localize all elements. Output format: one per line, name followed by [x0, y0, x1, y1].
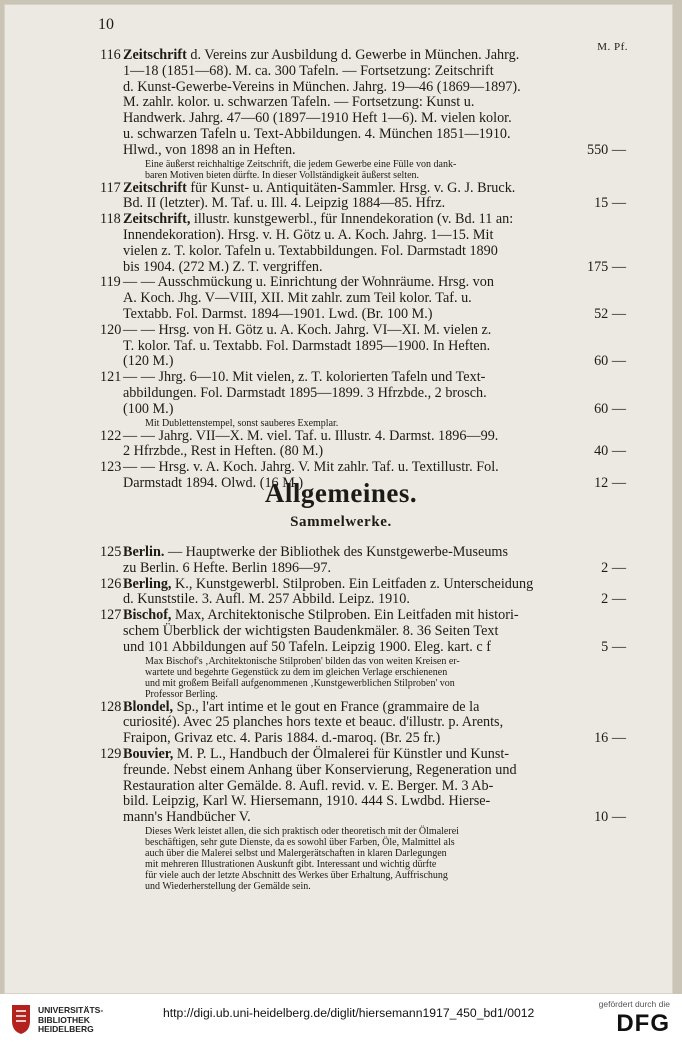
entry-price: 52 — [594, 305, 626, 322]
entry-note: Dieses Werk leistet allen, die sich praktisch oder theoretisch mit der Ölmalerei [145, 825, 459, 837]
entry-text-line: M. zahlr. kolor. u. schwarzen Tafeln. — Fortsetzung: Kunst u. [123, 94, 475, 111]
entry-text-line: abbildungen. Fol. Darmstadt 1895—1899. 3 Hfrzbde., 2 brosch. [123, 384, 487, 401]
entry-text-line: — — Hrsg. v. A. Koch. Jahrg. V. Mit zahlr. Taf. u. Textillustr. Fol. [123, 459, 499, 476]
entry-text-line: 2 Hfrzbde., Rest in Heften. (80 M.) 40 — [123, 443, 626, 460]
entry-price: 60 — [594, 400, 626, 417]
entry-text-line: Bd. II (letzter). M. Taf. u. Ill. 4. Leipzig 1884—85. Hfrz. 15 — [123, 195, 626, 212]
entry-text-line: Blondel, Sp., l'art intime et le gout en France (grammaire de la [123, 698, 480, 715]
entry-number: 125 [100, 544, 122, 560]
entry-price: 5 — [601, 638, 626, 655]
catalog-entry [100, 321, 626, 370]
entry-text-line: freunde. Nebst einem Anhang über Konservierung, Regeneration und [123, 761, 517, 778]
catalog-entry [100, 179, 626, 213]
entry-note: und mit großem Beifall aufgenommenen ‚Kunstgewerblichen Stilproben' von [145, 677, 455, 689]
entry-price: 2 — [601, 591, 626, 608]
entry-text-line: bis 1904. (272 M.) Z. T. vergriffen. 175 — [123, 258, 626, 275]
entry-number: 119 [100, 274, 121, 291]
entry-text-line: Bouvier, M. P. L., Handbuch der Ölmalerei für Künstler und Kunst- [123, 746, 510, 762]
library-name-line: BIBLIOTHEK [38, 1014, 90, 1025]
library-name [38, 1006, 103, 1035]
catalog-entry [100, 211, 626, 275]
entry-text-line: vielen z. T. kolor. Tafeln u. Textabbildungen. Fol. Darmstadt 1890 [123, 242, 498, 259]
entry-number: 126 [100, 575, 122, 592]
entry-text-line: Restauration alter Gemälde. 8. Aufl. revid. v. E. Berger. M. 3 Ab- [123, 777, 494, 794]
entry-text-line: (120 M.) 60 — [123, 353, 626, 370]
library-logo-icon [10, 1003, 32, 1035]
section-title: Allgemeines. [264, 478, 418, 508]
entry-note: für viele auch der letzte Abschnitt des Werkes über Erhaltung, Auffrischung [145, 869, 448, 881]
entry-text-line: Fraipon, Grivaz etc. 4. Paris 1884. d.-maroq. (Br. 25 fr.) 16 — [123, 730, 626, 747]
entry-price: 550 — [586, 141, 626, 158]
library-name-line: UNIVERSITÄTS- [38, 1005, 104, 1015]
entry-text-line: Textabb. Fol. Darmst. 1894—1901. Lwd. (Br. 100 M.) 52 — [123, 305, 626, 322]
entry-text-line: Zeitschrift für Kunst- u. Antiquitäten-Sammler. Hrsg. v. G. J. Bruck. [123, 179, 516, 196]
entry-text-line: curiosité). Avec 25 planches hors texte et beauc. d'illustr. p. Arents, [123, 714, 504, 731]
funding-label: gefördert durch die [598, 999, 670, 1009]
entry-text-line: Hlwd., von 1898 an in Heften. 550 — [123, 141, 626, 158]
permalink-url[interactable]: http://digi.ub.uni-heidelberg.de/diglit/hiersemann1917_450_bd1/0012 [163, 1006, 535, 1020]
section-subtitle: Sammelwerke. [290, 514, 392, 530]
entry-price: 10 — [594, 809, 626, 826]
entry-number: 128 [100, 698, 122, 715]
entry-number: 122 [100, 427, 122, 444]
catalog-entry [100, 544, 626, 577]
catalog-entry [100, 427, 626, 461]
entry-note: auch über die Malerei selbst und Malergerätschaften in klaren Darlegungen [145, 847, 447, 859]
entry-note: und Wiederherstellung der Gemälde sein. [145, 880, 311, 892]
entry-text-line: bild. Leipzig, Karl W. Hiersemann, 1910. 444 S. Lwdbd. Hierse- [123, 793, 491, 810]
entry-text-line: — — Hrsg. von H. Götz u. A. Koch. Jahrg. VI—XI. M. vielen z. [123, 321, 492, 338]
entry-author: Bischof, [123, 607, 172, 624]
entry-text-line: — — Jahrg. VII—X. M. viel. Taf. u. Illustr. 4. Darmst. 1896—99. [123, 427, 499, 444]
page-number: 10 [98, 16, 114, 33]
entry-text-line: d. Kunststile. 3. Aufl. M. 257 Abbild. Leipz. 1910. 2 — [123, 591, 626, 608]
entry-note: mit mehreren Illustrationen Auskunft gibt. Interessant und wichtig dürfte [145, 858, 437, 870]
entry-text-line: Zeitschrift, illustr. kunstgewerbl., für Innendekoration (v. Bd. 11 an: [123, 211, 514, 228]
entry-note: baren Motiven bieten dürfte. In dieser Vollständigkeit äußerst selten. [145, 169, 420, 181]
entry-text-line: Innendekoration). Hrsg. v. H. Götz u. A. Koch. Jahrg. 1—15. Mit [123, 226, 494, 243]
entry-text-line: (100 M.) 60 — [123, 400, 626, 417]
catalog-entry [100, 607, 626, 700]
entry-number: 116 [100, 47, 121, 63]
entry-text-line: Darmstadt 1894. Olwd. (16 M.) 12 — [123, 474, 626, 491]
entry-author: Zeitschrift [123, 179, 187, 196]
entry-author: Berling, [123, 575, 172, 592]
entry-price: 175 — [586, 258, 626, 275]
entry-author: Berlin. [123, 544, 165, 560]
catalog-entry [100, 698, 626, 747]
entry-price: 12 — [594, 474, 626, 491]
catalog-entry [100, 575, 626, 609]
entry-text-line: zu Berlin. 6 Hefte. Berlin 1896—97. 2 — [123, 559, 626, 576]
entry-text-line: — — Jhrg. 6—10. Mit vielen, z. T. kolorierten Tafeln und Text- [123, 369, 486, 386]
entry-text-line: — — Ausschmückung u. Einrichtung der Wohnräume. Hrsg. von [123, 274, 494, 291]
entry-text-line: u. schwarzen Tafeln u. Text-Abbildungen. 4. München 1851—1910. [123, 125, 511, 142]
catalog-entry [100, 369, 626, 429]
entry-price: 40 — [594, 443, 626, 460]
entry-text-line: T. kolor. Taf. u. Textabb. Fol. Darmstadt 1895—1900. In Heften. [123, 337, 491, 354]
entry-author: Bouvier, [123, 746, 174, 762]
entry-text-line: Handwerk. Jahrg. 47—60 (1897—1910 Heft 1—6). M. vielen kolor. [123, 110, 512, 127]
library-name-line: HEIDELBERG [38, 1024, 94, 1034]
entry-note: beschäftigen, sehr gute Dienste, da es sowohl über Farben, Öle, Malmittel als [145, 836, 455, 848]
catalog-entry [100, 274, 626, 322]
entry-text-line: Berlin. — Hauptwerke der Bibliothek des Kunstgewerbe-Museums [123, 544, 508, 560]
entry-text-line: schem Überblick der wichtigsten Baudenkmäler. 8. 36 Seiten Text [123, 622, 499, 639]
entry-text-line: Berling, K., Kunstgewerbl. Stilproben. Ein Leitfaden z. Unterscheidung [123, 575, 534, 592]
entry-text-line: Zeitschrift d. Vereins zur Ausbildung d. Gewerbe in München. Jahrg. [123, 47, 520, 63]
entry-number: 117 [100, 179, 121, 196]
entry-number: 120 [100, 321, 122, 338]
entry-text-line: mann's Handbücher V. 10 — [123, 809, 626, 826]
entry-text-line: 1—18 (1851—68). M. ca. 300 Tafeln. — Fortsetzung: Zeitschrift [123, 62, 494, 79]
entry-price: 16 — [594, 730, 626, 747]
entry-text-line: und 101 Abbildungen auf 50 Tafeln. Leipzig 1900. Eleg. kart. c f 5 — [123, 638, 626, 655]
entry-author: Zeitschrift [123, 47, 187, 63]
entry-number: 123 [100, 459, 122, 476]
entry-number: 129 [100, 746, 122, 762]
entry-number: 118 [100, 211, 121, 228]
entry-text-line: A. Koch. Jhg. V—VIII, XII. Mit zahlr. zum Teil kolor. Taf. u. [123, 290, 472, 307]
entry-author: Zeitschrift, [123, 211, 191, 228]
entry-note: Mit Dublettenstempel, sonst sauberes Exemplar. [145, 417, 339, 429]
entry-price: 2 — [601, 559, 626, 576]
catalog-entry [100, 746, 626, 892]
entry-author: Blondel, [123, 698, 174, 715]
entry-note: Professor Berling. [145, 688, 218, 700]
dfg-logo: DFG [616, 1010, 670, 1037]
entry-text-line: Bischof, Max, Architektonische Stilproben. Ein Leitfaden mit histori- [123, 607, 519, 624]
entry-number: 127 [100, 607, 122, 624]
entry-price: 60 — [594, 353, 626, 370]
catalog-entry [100, 47, 626, 181]
entry-price: 15 — [594, 195, 626, 212]
entry-number: 121 [100, 369, 122, 386]
entry-note: Eine äußerst reichhaltige Zeitschrift, die jedem Gewerbe eine Fülle von dank- [145, 158, 457, 170]
entry-note: wartete und begehrte Gegenstück zu dem im gleichen Verlage erschienenen [145, 666, 448, 678]
entry-text-line: d. Kunst-Gewerbe-Vereins in München. Jahrg. 19—46 (1869—1897). [123, 78, 521, 95]
entry-note: Max Bischof's ‚Architektonische Stilproben' bilden das von weiten Kreisen er- [145, 655, 460, 667]
column-header-price: M. Pf. [597, 41, 628, 53]
